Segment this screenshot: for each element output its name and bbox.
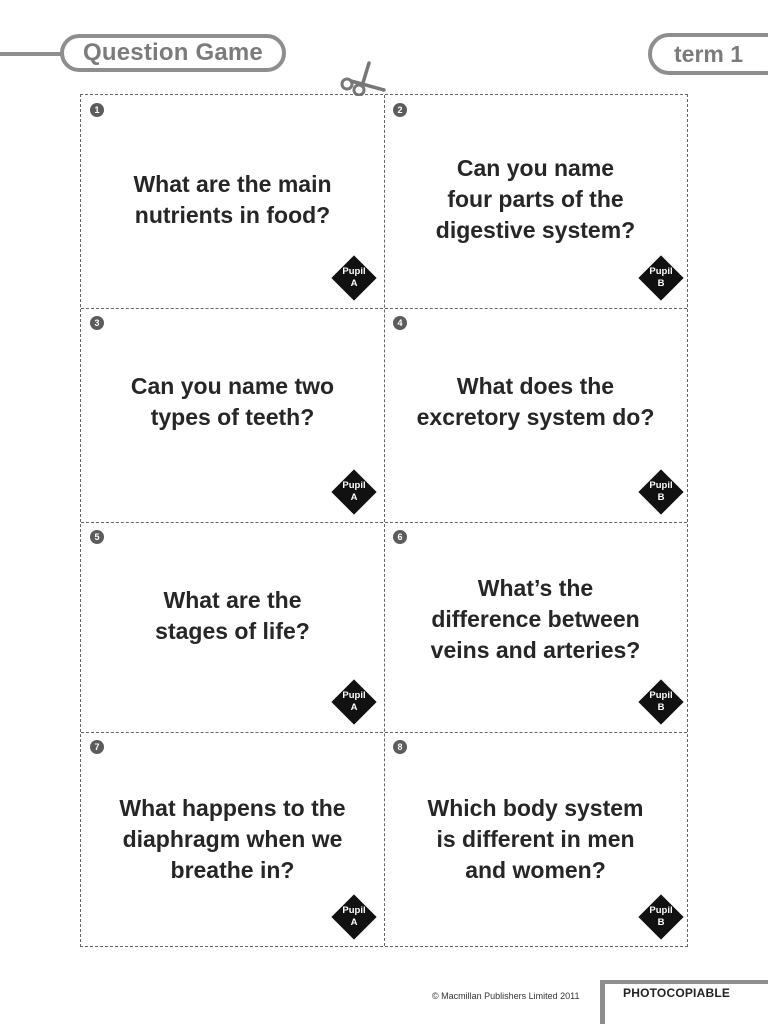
question-line: What are the [163,587,302,613]
pupil-badge-text [639,690,683,714]
question-text [400,371,671,433]
pupil-letter: B [657,702,665,713]
pupil-badge [332,470,376,514]
question-line: Can you name two [130,373,335,399]
card-grid [80,94,688,947]
question-line: types of teeth? [150,404,315,430]
question-card [384,308,687,522]
question-line: is different in men [436,826,635,852]
pupil-letter: B [657,917,665,928]
pupil-label: Pupil [342,905,366,916]
question-line: Can you name [456,155,615,181]
question-line: diaphragm when we [122,826,343,852]
question-card [81,95,384,308]
card-number: 7 [90,740,104,754]
pupil-badge [332,256,376,300]
pupil-badge-text [332,480,376,504]
question-line: What happens to the [119,795,346,821]
pupil-label: Pupil [649,266,673,277]
pupil-badge [639,256,683,300]
card-number: 2 [393,103,407,117]
page-title: Question Game [83,39,263,66]
question-text [97,585,368,647]
pupil-label: Pupil [342,480,366,491]
card-number: 5 [90,530,104,544]
question-line: Which body system [427,795,644,821]
question-line: excretory system do? [416,404,655,430]
card-number: 1 [90,103,104,117]
title-pill [60,34,286,72]
term-pill [648,33,768,75]
pupil-badge [639,680,683,724]
question-card [384,522,687,732]
question-card [81,522,384,732]
question-line: What does the [456,373,615,399]
question-text [97,169,368,231]
question-text [97,371,368,433]
pupil-letter: B [657,492,665,503]
card-number: 3 [90,316,104,330]
pupil-letter: A [350,278,358,289]
pupil-label: Pupil [342,266,366,277]
pupil-badge-text [639,905,683,929]
scissors-icon [338,60,388,96]
question-line: nutrients in food? [134,202,331,228]
question-card [81,308,384,522]
question-card [384,732,687,947]
pupil-badge [332,895,376,939]
pupil-badge-text [332,266,376,290]
pupil-label: Pupil [649,905,673,916]
pupil-label: Pupil [649,690,673,701]
card-number: 4 [393,316,407,330]
question-text [400,793,671,886]
pupil-letter: A [350,917,358,928]
card-number: 8 [393,740,407,754]
pupil-badge-text [332,690,376,714]
question-line: digestive system? [435,217,636,243]
question-text [400,573,671,666]
pupil-badge [332,680,376,724]
photocopiable-label: PHOTOCOPIABLE [623,986,731,1000]
pupil-label: Pupil [649,480,673,491]
question-line: stages of life? [155,618,310,644]
question-line: and women? [465,857,606,883]
term-label: term 1 [674,40,744,67]
photocopiable-box [600,980,768,1024]
pupil-badge [639,470,683,514]
question-line: What are the main [133,171,332,197]
pupil-badge-text [639,480,683,504]
pupil-letter: A [350,702,358,713]
question-line: What’s the [477,575,594,601]
copyright-text: © Macmillan Publishers Limited 2011 [432,991,580,1001]
question-line: breathe in? [170,857,295,883]
question-text [97,793,368,886]
question-line: four parts of the [447,186,624,212]
question-line: difference between [431,606,640,632]
card-number: 6 [393,530,407,544]
pupil-badge-text [639,266,683,290]
pupil-letter: B [657,278,665,289]
pupil-badge-text [332,905,376,929]
question-text [400,153,671,246]
question-card [81,732,384,947]
question-card [384,95,687,308]
pupil-label: Pupil [342,690,366,701]
pupil-letter: A [350,492,358,503]
pupil-badge [639,895,683,939]
question-line: veins and arteries? [430,637,641,663]
